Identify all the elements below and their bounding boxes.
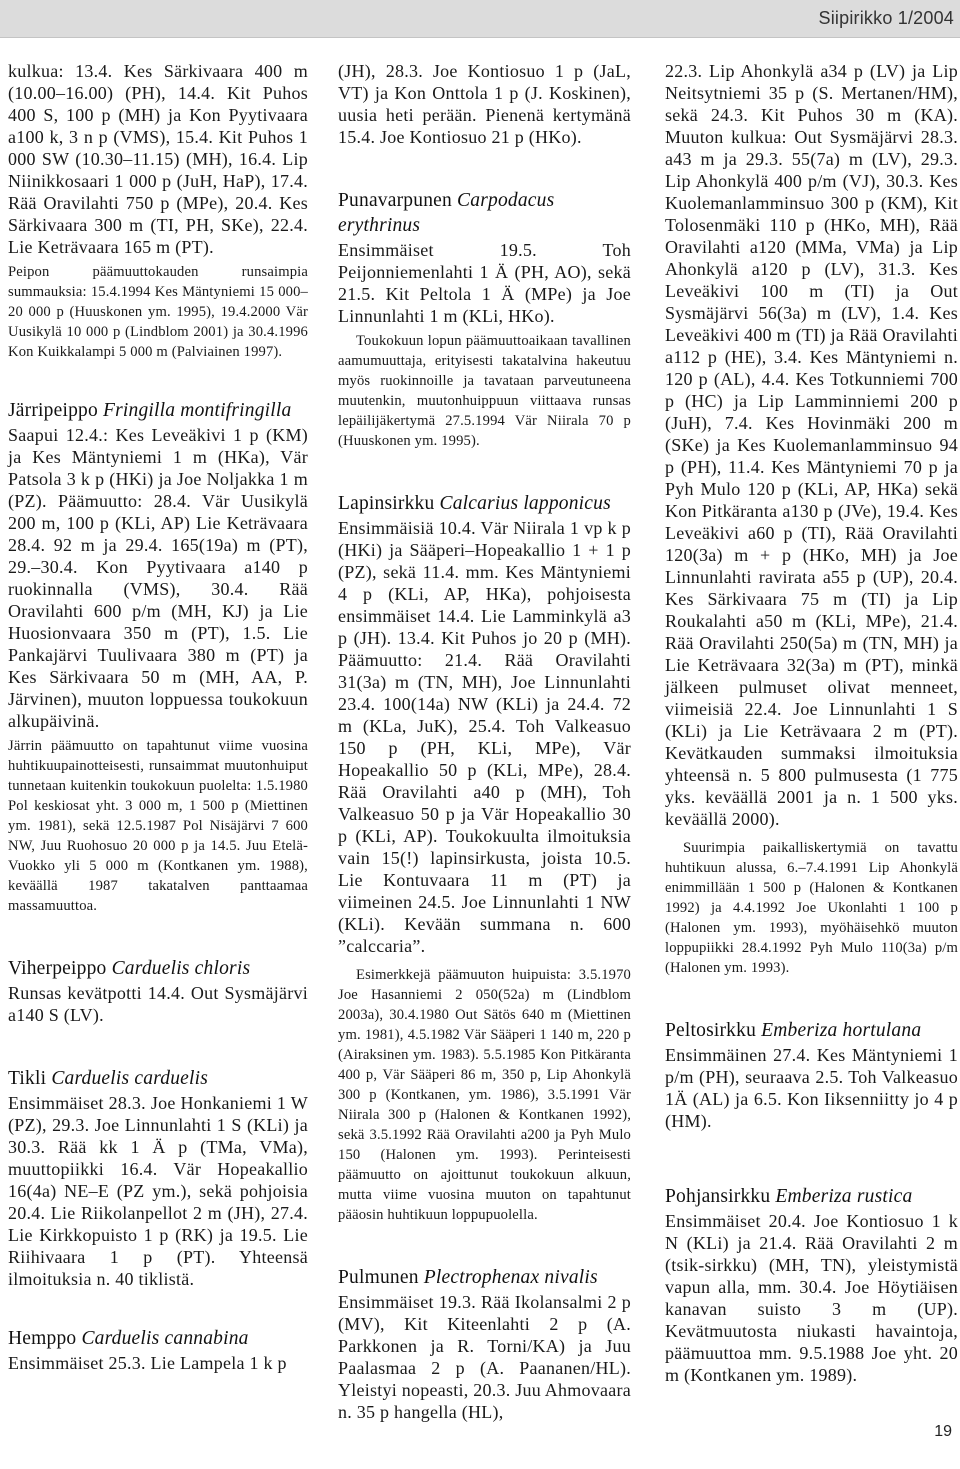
text-column-2 (338, 60, 631, 1423)
journal-issue-title: Siipirikko 1/2004 (818, 8, 954, 28)
text-column-3 (665, 60, 958, 1386)
journal-header-bar (0, 0, 960, 38)
species-heading (665, 1184, 958, 1209)
report-paragraph: Ensimmäiset 28.3. Joe Honkaniemi 1 W (PZ), 29.3. Joe Linnunlahti 1 S (KLi) ja 30.3. Rää kk 1 Ä p (TMa, VMa), muuttopiikki 16.4. Vär Hopeakallio 16(4a) NE–E (PZ ym.), sekä pohjoisia 20.4. Lie Riikolanpellot 2 m (JH), 27.4. Lie Kirkkopuisto 1 p (RK) ja 19.5. Lie Riihivaara 1 p (PT). Yhteensä ilmoituksia n. 40 tiklistä. (8, 1093, 308, 1289)
species-scientific-name: Carpodacus erythrinus (338, 190, 555, 236)
report-paragraph: Ensimmäiset 25.3. Lie Lampela 1 k p (8, 1353, 287, 1373)
history-note: Peipon päämuuttokauden runsaimpia summauksia: 15.4.1994 Kes Mäntyniemi 15 000–20 000 p (Huuskonen ym. 1995), 19.4.2000 Vär Uusikylä 10 000 p (Lindblom 2001) ja 30.4.1996 Kon Kuikkalampi 5 000 m (Palviainen 1997). (8, 264, 308, 360)
species-scientific-name: Calcarius lapponicus (439, 493, 611, 514)
species-common-name: Hemppo (8, 1328, 77, 1349)
report-paragraph: Ensimmäiset 19.3. Rää Ikolansalmi 2 p (MV), Kit Kiteenlahti 2 p (A. Parkkonen ja R. Torni/KA) ja Juu Paalasmaa 2 p (A. Paananen/HL). Yleistyi nopeasti, 20.3. Juu Ahmovaara n. 35 p hangella (HL), (338, 1292, 631, 1422)
report-paragraph: Runsas kevätpotti 14.4. Out Sysmäjärvi a140 S (LV). (8, 983, 308, 1025)
report-paragraph: Ensimmäiset 20.4. Joe Kontiosuo 1 k N (KLi) ja 21.4. Rää Oravilahti 2 m (tsik-sirkku) (MH, TN), yleistymistä vapun alla, mm. 30.4. Joe Höytiäisen kanavan suisto 3 m (UP). Kevätmuutosta niukasti havaintoja, päämuuttoa mm. 9.5.1988 Joe yht. 20 m (Kontkanen ym. 1989). (665, 1211, 958, 1385)
species-heading (338, 1265, 631, 1290)
species-common-name: Lapinsirkku (338, 493, 435, 514)
species-heading (665, 1018, 958, 1043)
species-common-name: Viherpeippo (8, 958, 107, 979)
page-number: 19 (934, 1423, 952, 1440)
species-heading (8, 956, 308, 981)
text-column-1 (8, 60, 308, 1374)
species-heading (338, 188, 631, 238)
species-heading (8, 1066, 308, 1091)
species-scientific-name: Plectrophenax nivalis (423, 1267, 598, 1288)
report-paragraph: Ensimmäisiä 10.4. Vär Niirala 1 vp k p (HKi) ja Sääperi–Hopeakallio 1 + 1 p (PZ), sekä 11.4. mm. Kes Mäntyniemi 4 p (KLi, AP, HKa), pohjoisesta ensimmäiset 14.4. Lie Lamminkylä a3 p (JH). 13.4. Kit Puhos jo 20 p (MH). Päämuutto: 21.4. Rää Oravilahti 31(3a) m (TN, MH), Joe Linnunlahti 23.4. 100(14a) NW (KLi) ja 24.4. 72 m (KLa, JuK), 25.4. Toh Valkeasuo 150 p (PH, KLi, MPe), Vär Hopeakallio 50 p (KLi, MPe), 28.4. Rää Oravilahti a40 p (MH), Toh Valkeasuo 50 p ja Vär Hopeakallio 30 p (KLi, AP). Toukokuulta ilmoituksia vain 15(!) lapinsirkusta, joista 10.5. Lie Kontuvaara 11 m (PT) ja viimeinen 24.5. Joe Linnunlahti 1 NW (KLi). Kevään summana n. 600 ”calccaria”. (338, 518, 631, 956)
species-scientific-name: Emberiza hortulana (761, 1020, 922, 1041)
species-common-name: Peltosirkku (665, 1020, 757, 1041)
report-paragraph: Saapui 12.4.: Kes Leveäkivi 1 p (KM) ja Kes Mäntyniemi 1 m (HKa), Vär Patsola 3 k p (HKi) ja Joe Noljakka 1 m (PZ). Päämuutto: 28.4. Vär Uusikylä 200 m, 100 p (KLi, AP) Lie Keträvaara 28.4. 92 m ja 29.4. 165(19a) m (PT), 29.–30.4. Kon Pyytivaara a140 p ruokinnalla (VMS), 30.4. Rää Oravilahti 600 p/m (MH, KJ) ja Lie Huosionvaara 350 m (PT), 1.5. Lie Pankajärvi Tuulivaara 380 m (PT) ja Kes Särkivaara 50 m (MH, AA, P. Järvinen), muuton loppuessa toukokuun alkupäivinä. (8, 425, 308, 731)
species-scientific-name: Carduelis carduelis (51, 1068, 209, 1089)
history-note: Esimerkkejä päämuuton huipuista: 3.5.1970 Joe Hasanniemi 2 050(52a) m (Lindblom 2003a), 30.4.1980 Out Sätös 640 m (Miettinen ym. 1981), 4.5.1982 Vär Sääperi 1 140 m, 220 p (Airaksinen ym. 1983). 5.5.1985 Kon Pitkäranta 400 p, Vär Sääperi 86 m, 350 p, Lip Ahonkylä 300 p (Kontkanen, ym. 1986), 3.5.1991 Vär Niirala 300 p (Halonen & Kontkanen 1992), sekä 3.5.1992 Rää Oravilahti a200 ja Pyh Mulo 150 (Halonen ym. 1993). Perinteisesti päämuutto on ajoittunut toukokuun alkuun, mutta viime vuosina muuton on tapahtunut pääosin huhtikuun loppupuolella. (338, 967, 631, 1223)
species-scientific-name: Carduelis chloris (111, 958, 251, 979)
history-note: Suurimpia paikalliskertymiä on tavattu huhtikuun alussa, 6.–7.4.1991 Lip Ahonkylä enimmillään 1 500 p (Halonen & Kontkanen 1992) ja 4.4.1992 Joe Ukonlahti 1 100 p (Halonen ym. 1993), myöhäisehkö muuton loppupiikki 28.4.1992 Pyh Mulo 110(3a) p/m (Halonen ym. 1993). (665, 840, 958, 976)
species-common-name: Tikli (8, 1068, 47, 1089)
report-paragraph: Ensimmäiset 19.5. Toh Peijonniemenlahti 1 Ä (PH, AO), sekä 21.5. Kit Peltola 1 Ä (MPe) ja Joe Linnunlahti 1 m (KLi, HKo). (338, 240, 631, 326)
species-scientific-name: Fringilla montifringilla (103, 400, 292, 421)
report-paragraph: 22.3. Lip Ahonkylä a34 p (LV) ja Lip Neitsytniemi 35 p (S. Mertanen/HM), sekä 24.3. Kit Puhos 30 m (KA). Muuton kulkua: Out Sysmäjärvi 28.3. a43 m ja 29.3. 55(7a) m (LV), 29.3. Lip Ahonkylä 400 p/m (VJ), 30.3. Kes Kuolemanlamminsuo 300 p (KM), Kit Tolosenmäki 110 p (HKo, MH), Rää Oravilahti a120 (MMa, VMa) ja Lip Ahonkylä a120 p (LV), 31.3. Kes Leveäkivi 100 m (TI) ja Out Sysmäjärvi 56(3a) m (LV), 1.4. Kes Leveäkivi 400 m (TI) ja Rää Oravilahti a112 p (HE), 3.4. Kes Mäntyniemi n. 120 p (AL), 4.4. Kes Totkunniemi 700 p (HC) ja Lip Lamminniemi 200 p (JuH), 7.4. Kes Hovinmäki 200 m (SKe) ja Kes Kuolemanlamminsuo 94 p (PH), 11.4. Kes Mäntyniemi 70 p ja Pyh Mulo 120 p (KLi, AP, HKa) sekä Kon Pitkäranta a130 p (JVe), 19.4. Kes Leveäkivi a60 p (TI), Rää Oravilahti 120(3a) m + p (HKo, MH) ja Joe Linnunlahti ravirata a55 p (UP), 20.4. Kes Särkivaara 75 m (TI) ja Lip Roukalahti a50 m (KLi, MPe), 21.4. Rää Oravilahti 250(5a) m (TN, MH) ja Lie Keträvaara 32(3a) m (PT), minkä jälkeen pulmuset olivat menneet, viimeisiä 22.4. Joe Linnunlahti 1 S (KLi) ja Lie Keträvaara 2 m (PT). Kevätkauden summaksi ilmoituksia yhteensä n. 5 800 pulmusesta (1 775 yks. keväällä 2001 ja n. 1 500 yks. keväällä 2000). (665, 61, 958, 829)
report-paragraph: Ensimmäinen 27.4. Kes Mäntyniemi 1 p/m (PH), seuraava 2.5. Toh Valkeasuo 1Ä (AL) ja 6.5. Kon Iiksenniitty jo 4 p (HM). (665, 1045, 958, 1131)
species-heading (8, 398, 308, 423)
history-note: Järrin päämuutto on tapahtunut viime vuosina huhtikuupainotteisesti, runsaimmat muutonhuiput tunnetaan kuitenkin toukokuun puolelta: 1.5.1980 Pol keskiosat yht. 3 000 m, 1 500 p (Miettinen ym. 1981), sekä 12.5.1987 Pol Nisäjärvi 7 600 NW, Juu Ruohosuo 20 000 p ja 14.5. Juu Etelä-Vuokko yli 5 000 m (Kontkanen ym. 1988), keväällä 1987 takatalven panttaamaa massamuuttoa. (8, 738, 308, 914)
report-paragraph: kulkua: 13.4. Kes Särkivaara 400 m (10.00–16.00) (PH), 14.4. Kit Puhos 400 S, 100 p (MH) ja Kon Pyytivaara a100 k, 3 n p (VMS), 15.4. Kit Puhos 1 000 SW (10.30–11.15) (MH), 16.4. Lip Niinikkosaari 1 000 p (JuH, HaP), 17.4. Rää Oravilahti 750 p (MPe), 20.4. Kes Särkivaara 300 m (TI, PH, SKe), 22.4. Lie Keträvaara 165 m (PT). (8, 61, 308, 257)
species-scientific-name: Emberiza rustica (775, 1186, 913, 1207)
report-paragraph: (JH), 28.3. Joe Kontiosuo 1 p (JaL, VT) ja Kon Onttola 1 p (J. Koskinen), uusia heti perään. Pienenä kertymänä 15.4. Joe Kontiosuo 21 p (HKo). (338, 61, 631, 147)
species-heading (338, 491, 631, 516)
species-common-name: Punavarpunen (338, 190, 452, 211)
history-note: Toukokuun lopun päämuuttoaikaan tavallinen aamumuuttaja, erityisesti takatalvina hakeutuu myös ruokinnoille ja tavataan parveutuneena muutenkin, muutonhuippuun viittaava runsas lepäilijäkertymä 27.5.1994 Vär Niirala 70 p (Huuskonen ym. 1995). (338, 333, 631, 449)
species-common-name: Pohjansirkku (665, 1186, 771, 1207)
species-scientific-name: Carduelis cannabina (81, 1328, 249, 1349)
species-common-name: Pulmunen (338, 1267, 419, 1288)
species-common-name: Järripeippo (8, 400, 98, 421)
species-heading (8, 1326, 308, 1351)
